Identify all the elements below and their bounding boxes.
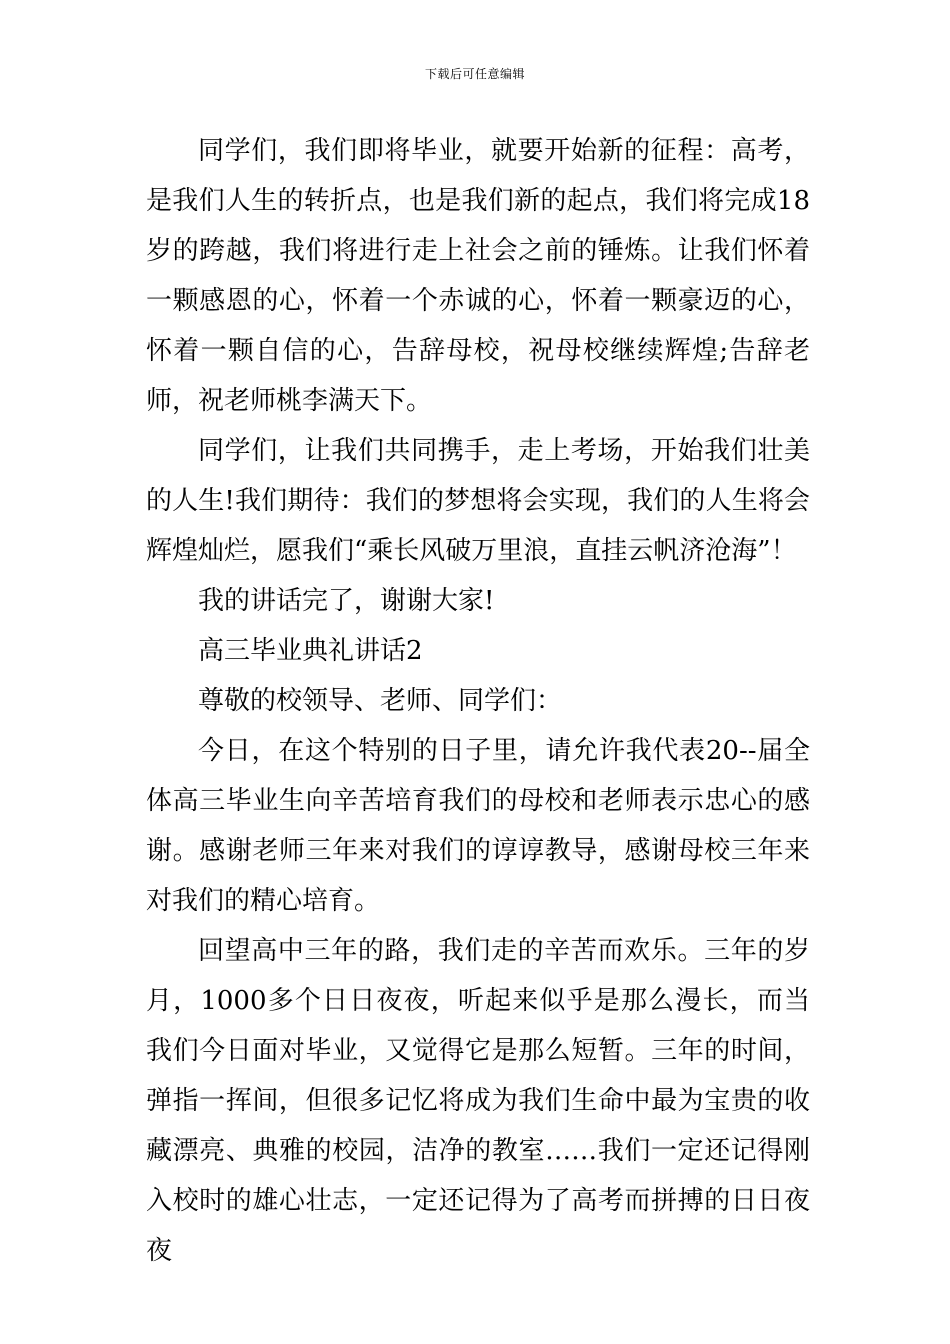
page-header: 下载后可任意编辑 <box>424 67 525 81</box>
paragraph: 同学们，我们即将毕业，就要开始新的征程：高考，是我们人生的转折点，也是我们新的起点，我们将完成18岁的跨越，我们将进行走上社会之前的锤炼。让我们怀着一颗感恩的心，怀着一个赤诚的心，怀着一颗豪迈的心，怀着一颗自信的心，告辞母校，祝母校继续辉煌;告辞老师，祝老师桃李满天下。 <box>146 136 810 416</box>
paragraph: 今日，在这个特别的日子里，请允许我代表20--届全体高三毕业生向辛苦培育我们的母校和老师表示忠心的感谢。感谢老师三年来对我们的谆谆教导，感谢母校三年来对我们的精心培育。 <box>146 736 810 916</box>
document-body <box>146 126 810 1276</box>
salutation: 尊敬的校领导、老师、同学们： <box>198 686 563 716</box>
section-title: 高三毕业典礼讲话2 <box>198 636 423 666</box>
paragraph: 我的讲话完了，谢谢大家! <box>198 586 495 616</box>
paragraph: 同学们，让我们共同携手，走上考场，开始我们壮美的人生!我们期待：我们的梦想将会实现，我们的人生将会辉煌灿烂，愿我们“乘长风破万里浪，直挂云帆济沧海”！ <box>146 436 810 566</box>
paragraph: 回望高中三年的路，我们走的辛苦而欢乐。三年的岁月，1000多个日日夜夜，听起来似乎是那么漫长，而当我们今日面对毕业，又觉得它是那么短暂。三年的时间，弹指一挥间，但很多记忆将成为我们生命中最为宝贵的收藏漂亮、典雅的校园，洁净的教室……我们一定还记得刚入校时的雄心壮志，一定还记得为了高考而拼搏的日日夜夜 <box>146 936 810 1266</box>
